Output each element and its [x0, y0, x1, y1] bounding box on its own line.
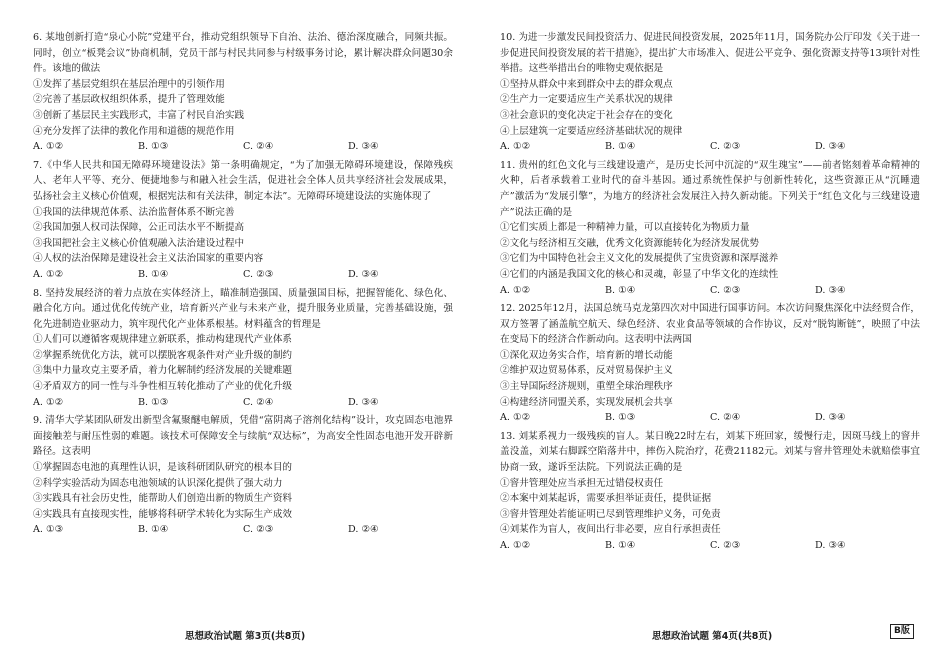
answer-choice: C. ②③	[710, 141, 741, 153]
answer-choice: D. ③④	[348, 141, 379, 153]
right-page-footer: 思想政治试题 第4页(共8页)	[652, 631, 773, 642]
question-block	[500, 30, 920, 155]
question-option: ①发挥了基层党组织在基层治理中的引领作用	[33, 78, 225, 90]
right-page-column	[500, 30, 920, 557]
question-block	[33, 158, 453, 283]
question-option: ④上层建筑一定要适应经济基础状况的规律	[500, 125, 683, 137]
question-stem: 9. 清华大学某团队研发出新型含氟聚醚电解质，凭借“富阴离子溶剂化结构”设计，攻克固态电池界面接触差与耐压性弱的难题。该技术可保障安全与续航“双达标”，为高安全性固态电池开发开辟新路径。这表明	[33, 415, 453, 458]
answer-choice: D. ③④	[348, 268, 379, 280]
question-option: ①我国的法律规范体系、法治监督体系不断完善	[33, 206, 235, 218]
question-option: ①它们实质上都是一种精神力量，可以直接转化为物质力量	[500, 222, 750, 234]
answer-choice: D. ③④	[815, 412, 846, 424]
question-option: ③社会意识的变化决定于社会存在的变化	[500, 109, 673, 121]
question-block	[33, 286, 453, 411]
answer-choice: A. ①②	[500, 141, 531, 153]
answer-choice: B. ①④	[138, 524, 169, 536]
question-option: ①坚持从群众中来到群众中去的群众观点	[500, 78, 673, 90]
question-option: ④矛盾双方的同一性与斗争性相互转化推动了产业的优化升级	[33, 381, 293, 393]
question-stem: 7.《中华人民共和国无障碍环境建设法》第一条明确规定，“为了加强无障碍环境建设，保障残疾人、老年人平等、充分、便捷地参与和融入社会生活，促进社会全体人员共享经济社会发展成果，弘扬社会主义核心价值观，根据宪法和有关法律，制定本法”。无障碍环境建设法的实施体现了	[33, 159, 453, 202]
question-option: ①掌握固态电池的真理性认识，是该科研团队研究的根本目的	[33, 462, 293, 474]
question-option: ②文化与经济相互交融，优秀文化资源能转化为经济发展优势	[500, 237, 760, 249]
question-option: ④刘某作为盲人，夜间出行非必要，应自行承担责任	[500, 524, 721, 536]
answer-choice: A. ①②	[33, 141, 64, 153]
answer-choices	[500, 410, 920, 426]
answer-choices	[33, 139, 453, 155]
answer-choice: C. ②④	[243, 396, 274, 408]
question-stem: 11. 贵州的红色文化与三线建设遗产，是历史长河中沉淀的“双生瑰宝”——前者铭刻着革命精神的火种，后者承载着工业时代的奋斗基因。通过系统性保护与创新性转化，这些资源正从“沉睡遗产”激活为“发展引擎”，为地方的经济社会发展注入持久新动能。下列关于“红色文化与三线建设遗产”说法正确的是	[500, 159, 920, 218]
version-badge: B版	[890, 624, 914, 639]
question-option: ②本案中刘某起诉，需要承担举证责任，提供证据	[500, 493, 712, 505]
question-option: ④人权的法治保障是建设社会主义法治国家的重要内容	[33, 253, 264, 265]
question-option: ③窨井管理处若能证明已尽到管理维护义务，可免责	[500, 508, 721, 520]
question-stem: 12. 2025年12月，法国总统马克龙第四次对中国进行国事访问。本次访问聚焦深化中法经贸合作，双方签署了涵盖航空航天、绿色经济、农业食品等领域的合作协议，反对“脱钩断链”，映照了中法在变局下的经济合作新动向。这表明中法两国	[500, 303, 920, 346]
question-stem: 6. 某地创新打造“泉心小院”党建平台，推动党组织领导下自治、法治、德治深度融合，同频共振。同时，创立“板凳会议”协商机制，党员干部与村民共同参与村级事务讨论，累计解决群众问题30余件。该地的做法	[33, 32, 453, 75]
question-block	[500, 158, 920, 298]
question-option: ①人们可以遵循客观规律建立新联系，推动构建现代产业体系	[33, 334, 293, 346]
question-option: ③我国把社会主义核心价值观融入法治建设过程中	[33, 237, 245, 249]
question-option: ③创新了基层民主实践形式，丰富了村民自治实践	[33, 109, 245, 121]
question-option: ③集中力量攻克主要矛盾，着力化解制约经济发展的关键难题	[33, 365, 293, 377]
question-stem: 8. 坚持发展经济的着力点放在实体经济上，瞄准制造强国、质量强国目标，把握智能化、绿色化、融合化方向。通过优化传统产业，培育新兴产业与未来产业，提升服务业质量，完善基础设施，强化先进制造业驱动力，筑牢现代化产业体系根基。材料蕴含的哲理是	[33, 287, 453, 330]
answer-choices	[500, 283, 920, 299]
answer-choice: C. ②③	[243, 524, 274, 536]
answer-choice: B. ①④	[605, 540, 636, 551]
question-block	[33, 413, 453, 538]
answer-choice: B. ①③	[605, 412, 636, 424]
answer-choices	[33, 395, 453, 411]
left-page-column	[33, 30, 453, 541]
question-option: ②科学实验活动为固态电池领域的认识深化提供了强大动力	[33, 477, 283, 489]
question-block	[500, 301, 920, 426]
answer-choice: A. ①②	[33, 396, 64, 408]
question-option: ④构建经济同盟关系，实现发展机会共享	[500, 396, 673, 408]
answer-choice: C. ②③	[710, 284, 741, 296]
answer-choices	[500, 139, 920, 155]
question-block	[33, 30, 453, 155]
answer-choices	[500, 538, 920, 554]
answer-choice: C. ②③	[710, 540, 741, 551]
answer-choice: A. ①②	[33, 268, 64, 280]
question-option: ②掌握系统优化方法，就可以摆脱客观条件对产业升级的制约	[33, 349, 293, 361]
answer-choice: B. ①③	[138, 396, 169, 408]
answer-choice: A. ①②	[500, 284, 531, 296]
question-stem: 13. 刘某系视力一级残疾的盲人。某日晚22时左右，刘某下班回家，缓慢行走，因斑马线上的窨井盖没盖，刘某右脚踩空陷落井中，摔伤入院治疗，花费21182元。刘某与窨井管理处未就赔偿事宜协商一致，遂诉至法院。下列说法正确的是	[500, 430, 920, 474]
answer-choice: C. ②③	[243, 268, 274, 280]
answer-choice: C. ②④	[243, 141, 274, 153]
question-option: ③主导国际经济规则，重塑全球治理秩序	[500, 381, 673, 393]
question-option: ④实践具有直接现实性，能够将科研学术转化为实际生产成效	[33, 508, 293, 520]
question-option: ②完善了基层政权组织体系，提升了管理效能	[33, 94, 225, 106]
answer-choice: B. ①④	[138, 268, 169, 280]
answer-choices	[33, 522, 453, 538]
question-option: ③它们为中国特色社会主义文化的发展提供了宝贵资源和深厚滋养	[500, 253, 779, 265]
question-option: ④它们的内涵是我国文化的核心和灵魂，彰显了中华文化的连续性	[500, 268, 779, 280]
answer-choice: D. ③④	[815, 141, 846, 153]
answer-choice: B. ①④	[605, 284, 636, 296]
answer-choice: D. ②④	[348, 524, 379, 536]
left-page-footer: 思想政治试题 第3页(共8页)	[185, 631, 306, 642]
question-block	[500, 429, 920, 554]
answer-choices	[33, 267, 453, 283]
question-option: ①窨井管理处应当承担无过错侵权责任	[500, 477, 664, 489]
answer-choice: D. ③④	[815, 284, 846, 296]
question-option: ②生产力一定要适应生产关系状况的规律	[500, 94, 673, 106]
answer-choice: C. ②④	[710, 412, 741, 424]
answer-choice: A. ①③	[33, 524, 64, 536]
question-option: ④充分发挥了法律的教化作用和道德的规范作用	[33, 125, 235, 137]
question-option: ②我国加强人权司法保障，公正司法水平不断提高	[33, 222, 245, 234]
question-option: ①深化双边务实合作，培育新的增长动能	[500, 349, 673, 361]
answer-choice: A. ①②	[500, 540, 531, 551]
answer-choice: D. ③④	[348, 396, 379, 408]
answer-choice: B. ①③	[138, 141, 169, 153]
question-stem: 10. 为进一步激发民间投资活力、促进民间投资发展，2025年11月，国务院办公厅印发《关于进一步促进民间投资发展的若干措施》，提出扩大市场准入、促进公平竞争、强化资源支持等13项针对性举措。这些举措出台的唯物史观依据是	[500, 32, 920, 75]
answer-choice: B. ①④	[605, 141, 636, 153]
answer-choice: D. ③④	[815, 540, 846, 551]
question-option: ②维护双边贸易体系，反对贸易保护主义	[500, 365, 673, 377]
answer-choice: A. ①②	[500, 412, 531, 424]
question-option: ③实践具有社会历史性，能帮助人们创造出新的物质生产资料	[33, 493, 293, 505]
